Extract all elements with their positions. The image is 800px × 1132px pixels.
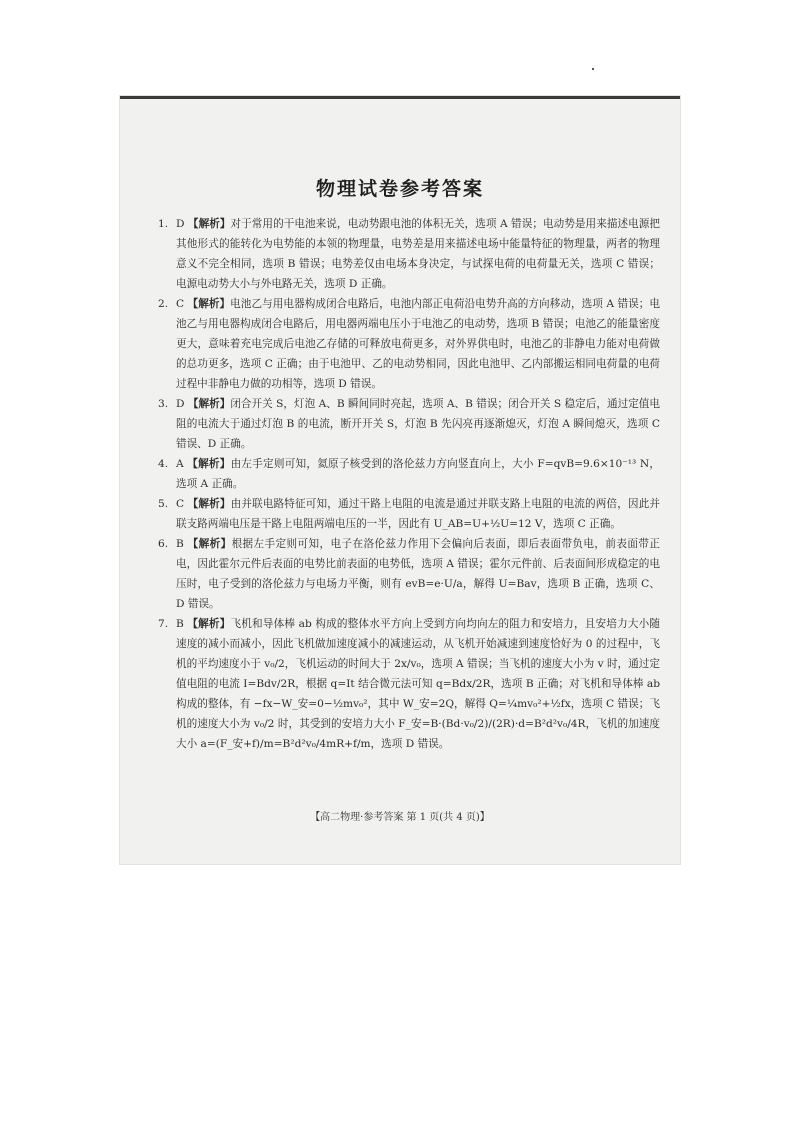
answer-item-5 — [158, 494, 660, 534]
answer-choice: D — [176, 218, 185, 230]
analysis-tag: 【解析】 — [187, 458, 231, 470]
analysis-tag: 【解析】 — [187, 398, 231, 410]
answer-choice: C — [176, 498, 185, 510]
page-footer: 【高二物理·参考答案 第 1 页(共 4 页)】 — [310, 812, 490, 823]
answer-number: 5. — [158, 498, 169, 510]
answer-item-6 — [158, 534, 660, 614]
answer-list — [158, 214, 660, 754]
answer-item-2 — [158, 294, 660, 394]
analysis-text: 对于常用的干电池来说，电动势跟电池的体积无关，选项 A 错误；电动势是用来描述电源把其他形式的能转化为电势能的本领的物理量，电势差是用来描述电场中能量特征的物理量，两者的物理意义不完全相同，选项 B 错误；电势差仅由电场本身决定，与试探电荷的电荷量无关，选项 C 错误；电源电动势大小与外电路无关，选项 D 正确。 — [176, 218, 660, 290]
answer-sheet — [120, 96, 680, 864]
analysis-tag: 【解析】 — [187, 218, 231, 230]
scan-speck — [592, 68, 594, 70]
answer-choice: B — [176, 538, 184, 550]
answer-number: 7. — [158, 618, 169, 630]
answer-number: 1. — [158, 218, 169, 230]
analysis-tag: 【解析】 — [187, 498, 231, 510]
top-rule — [120, 96, 680, 99]
answer-number: 4. — [158, 458, 169, 470]
answer-number: 2. — [158, 298, 169, 310]
answer-number: 3. — [158, 398, 169, 410]
answer-item-4 — [158, 454, 660, 494]
answer-choice: B — [176, 618, 184, 630]
analysis-text: 根据左手定则可知，电子在洛伦兹力作用下会偏向后表面，即后表面带负电，前表面带正电，因此霍尔元件后表面的电势比前表面的电势低，选项 A 错误；霍尔元件前、后表面间形成稳定的电压时，电子受到的洛伦兹力与电场力平衡，则有 evB=e·U/a，解得 U=Bav，选项 B 正确，选项 C、D 错误。 — [176, 538, 661, 610]
analysis-tag: 【解析】 — [187, 538, 232, 550]
analysis-tag: 【解析】 — [187, 618, 231, 630]
page-title: 物理试卷参考答案 — [315, 178, 484, 200]
answer-item-7 — [158, 614, 660, 754]
analysis-text: 飞机和导体棒 ab 构成的整体水平方向上受到方向均向左的阻力和安培力，且安培力大小随速度的减小而减小，因此飞机做加速度减小的减速运动，从飞机开始减速到速度恰好为 0 的过程中，飞机的平均速度小于 v₀/2，飞机运动的时间大于 2x/v₀，选项 A 错误；当飞机的速度大小为 v 时，通过定值电阻的电流 I=Bdv/2R，根据 q=It 结合微元法可知 q=Bdx/2R，选项 B 正确；对飞机和导体棒 ab 构成的整体，有 −fx−W_安=0−½mv₀²，其中 W_安=2Q，解得 Q=¼mv₀²+½fx，选项 C 错误；飞机的速度大小为 v₀/2 时，其受到的安培力大小 F_安=B·(Bd·v₀/2)/(2R)·d=B²d²v₀/4R，飞机的加速度大小 a=(F_安+f)/m=B²d²v₀/4mR+f/m，选项 D 错误。 — [176, 618, 660, 750]
answer-choice: D — [176, 398, 185, 410]
answer-choice: C — [176, 298, 185, 310]
analysis-tag: 【解析】 — [187, 298, 231, 310]
answer-choice: A — [176, 458, 184, 470]
analysis-text: 由并联电路特征可知，通过干路上电阻的电流是通过并联支路上电阻的电流的两倍，因此并联支路两端电压是干路上电阻两端电压的一半，因此有 U_AB=U+½U=12 V，选项 C 正确。 — [176, 498, 661, 530]
answer-item-3 — [158, 394, 660, 454]
analysis-text: 电池乙与用电器构成闭合电路后，电池内部正电荷沿电势升高的方向移动，选项 A 错误；电池乙与用电器构成闭合电路后，用电器两端电压小于电池乙的电动势，选项 B 错误；电池乙的能量密度更大，意味着充电完成后电池乙存储的可释放电荷更多，对外界供电时，电池乙的非静电力能对电荷做的总功更多，选项 C 正确；由于电池甲、乙的电动势相同，因此电池甲、乙内部搬运相同电荷量的电荷过程中非静电力做的功相等，选项 D 错误。 — [176, 298, 660, 390]
analysis-text: 闭合开关 S，灯泡 A、B 瞬间同时亮起，选项 A、B 错误；闭合开关 S 稳定后，通过定值电阻的电流大于通过灯泡 B 的电流，断开开关 S，灯泡 B 先闪亮再逐渐熄灭，灯泡 A 瞬间熄灭，选项 C 错误、D 正确。 — [176, 398, 661, 450]
analysis-text: 由左手定则可知，氦原子核受到的洛伦兹力方向竖直向上，大小 F=qvB=9.6×10⁻¹³ N，选项 A 正确。 — [176, 458, 660, 490]
answer-item-1 — [158, 214, 660, 294]
answer-number: 6. — [158, 538, 169, 550]
